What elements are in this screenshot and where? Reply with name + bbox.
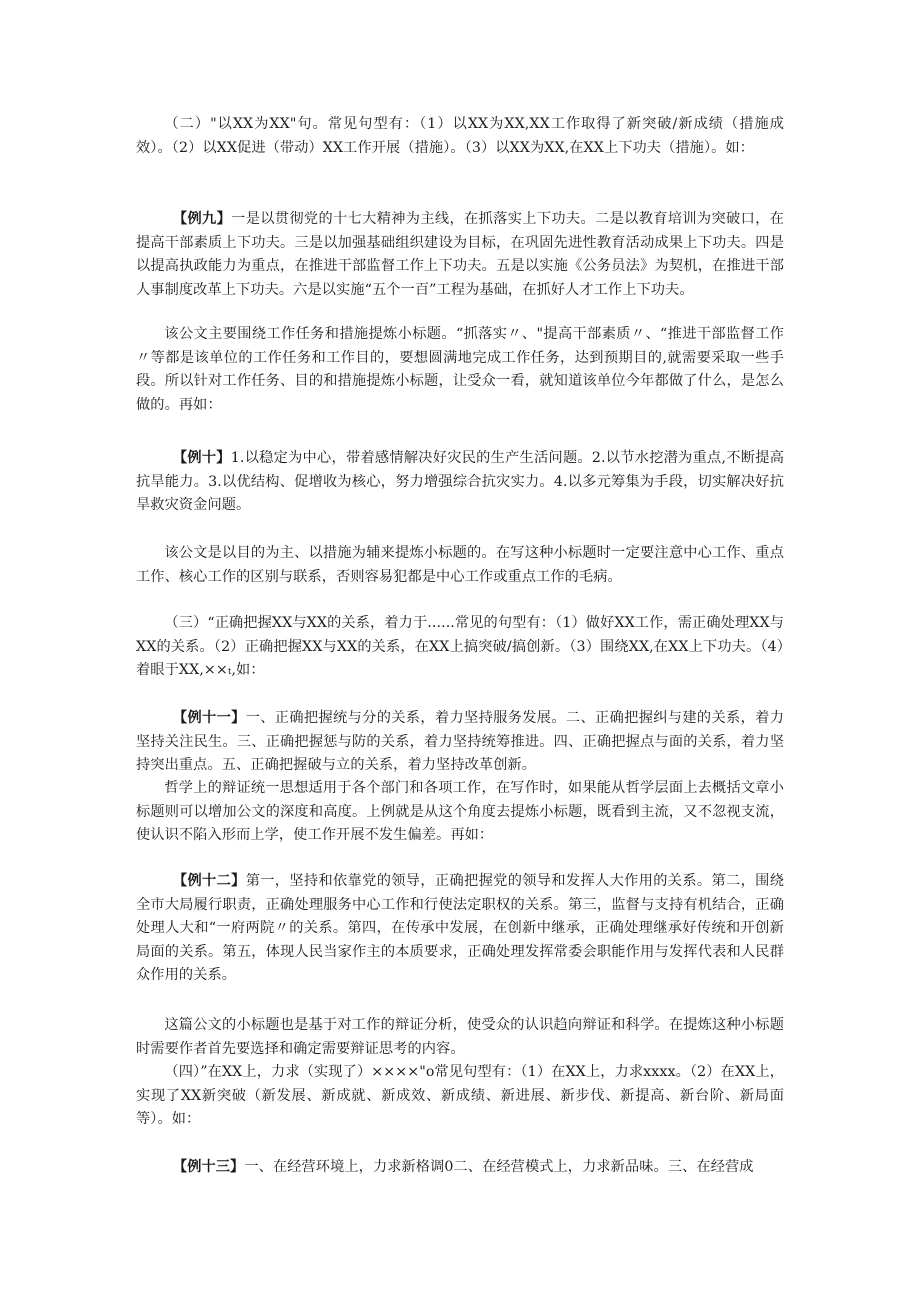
- example-label: 【例十二】: [172, 873, 246, 889]
- example-label: 【例十三】: [172, 1159, 245, 1175]
- paragraph-analysis-1: [136, 323, 784, 417]
- paragraph-example-10: [136, 447, 784, 518]
- paragraph-text: 一、在经营环境上，力求新格调0二、在经营模式上，力求新品味。三、在经营成: [244, 1159, 754, 1175]
- paragraph-text: 一是以贯彻党的十七大精神为主线，在抓落实上下功夫。二是以教育培训为突破口，在提高干部素质上下功夫。三是以加强基础组织建设为目标，在巩固先进性教育活动成果上下功夫。四是以提高执政能力为重点，在推进干部监督工作上下功夫。五是以实施《公务员法》为契机，在推进干部人事制度改革上下功夫。六是以实施“五个一百”工程为基础，在抓好人才工作上下功夫。: [136, 211, 784, 298]
- paragraph-section-three-intro: [136, 612, 784, 683]
- paragraph-analysis-3: [136, 777, 784, 848]
- example-label: 【例十】: [172, 450, 231, 466]
- paragraph-analysis-2: [136, 542, 784, 589]
- paragraph-text: 一、正确把握统与分的关系，着力坚持服务发展。二、正确把握纠与建的关系，着力坚持关注民生。三、正确把握惩与防的关系，着力坚持统筹推进。四、正确把握点与面的关系，着力坚持突出重点。五、正确把握破与立的关系，着力坚持改革创新。: [136, 710, 784, 773]
- paragraph-text: 该公文主要围绕工作任务和措施提炼小标题。“抓落实〃、"提高干部素质〃、“推进干部监督工作〃等都是该单位的工作任务和工作目的，要想圆满地完成工作任务，达到预期目的,就需要采取一些手段。所以针对工作任务、目的和措施提炼小标题，让受众一看，就知道该单位今年都做了什么，是怎么做的。再如：: [136, 326, 784, 413]
- paragraph-example-12: [136, 870, 784, 988]
- paragraph-text: 第一，坚持和依靠党的领导，正确把握党的领导和发挥人大作用的关系。第二，围绕全市大局履行职责，正确处理服务中心工作和行使法定职权的关系。第三，监督与支持有机结合，正确处理人大和“一府两院〃的关系。第四，在传承中发展，在创新中继承，正确处理继承好传统和开创新局面的关系。第五，体现人民当家作主的本质要求，正确处理发挥常委会职能作用与发挥代表和人民群众作用的关系。: [136, 873, 784, 983]
- paragraph-example-9: [136, 208, 784, 302]
- paragraph-analysis-4: [136, 1014, 784, 1061]
- paragraph-section-two-intro: [136, 113, 784, 160]
- paragraph-text: 1.以稳定为中心，带着感情解决好灾民的生产生活问题。2.以节水挖潜为重点,不断提高抗旱能力。3.以优结构、促增收为核心，努力增强综合抗灾实力。4.以多元筹集为手段，切实解决好抗旱救灾资金问题。: [136, 450, 785, 513]
- paragraph-example-13: [136, 1156, 784, 1180]
- paragraph-example-11: [136, 707, 784, 778]
- paragraph-text: （四）”在XX上，力求（实现了）××××"o常见句型有：（1）在XX上，力求xxxx。（2）在XX上，实现了XX新突破（新发展、新成就、新成效、新成绩、新进展、新步伐、新提高、新台阶、新局面等）。如：: [136, 1064, 784, 1127]
- paragraph-text: 该公文是以目的为主、以措施为辅来提炼小标题的。在写这种小标题时一定要注意中心工作、重点工作、核心工作的区别与联系，否则容易犯都是中心工作或重点工作的毛病。: [136, 545, 784, 585]
- paragraph-text: （二）"以XX为XX"句。常见句型有：（1）以XX为XX,XX工作取得了新突破/新成绩（措施成效）。（2）以XX促进（带动）XX工作开展（措施）。（3）以XX为XX,在XX上下功夫（措施）。如：: [136, 116, 784, 156]
- example-label: 【例十一】: [172, 710, 246, 726]
- paragraph-section-four-intro: [136, 1061, 784, 1132]
- paragraph-text: 这篇公文的小标题也是基于对工作的辩证分析，使受众的认识趋向辩证和科学。在提炼这种小标题时需要作者首先要选择和确定需要辩证思考的内容。: [136, 1017, 784, 1057]
- example-label: 【例九】: [172, 211, 232, 227]
- paragraph-text: （三）“正确把握XX与XX的关系，着力于......常见的句型有：（1）做好XX工作，需正确处理XX与XX的关系。（2）正确把握XX与XX的关系，在XX上搞突破/搞创新。（3）围绕XX,在XX上下功夫。（4）着眼于XX,××ₜ,如：: [136, 615, 784, 678]
- paragraph-text: 哲学上的辩证统一思想适用于各个部门和各项工作，在写作时，如果能从哲学层面上去概括文章小标题则可以增加公文的深度和高度。上例就是从这个角度去提炼小标题，既看到主流，又不忽视支流，使认识不陷入形而上学，使工作开展不发生偏差。再如：: [136, 780, 784, 843]
